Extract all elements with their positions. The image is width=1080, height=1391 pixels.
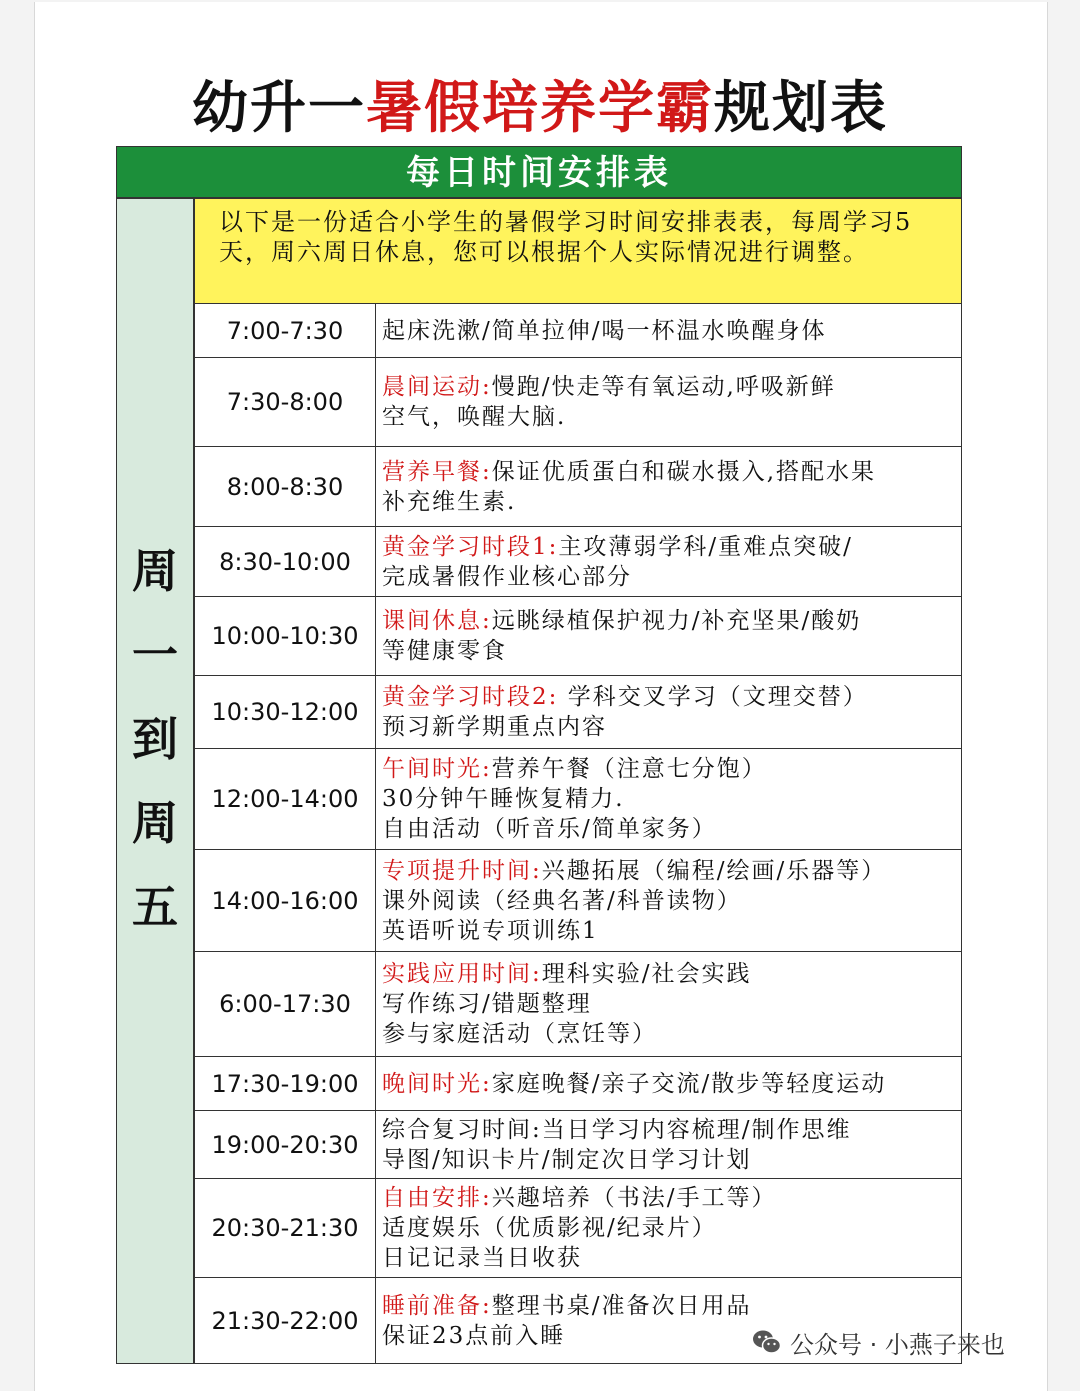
table-row	[194, 749, 962, 850]
activity-text: 课外阅读（经典名著/科普读物）	[382, 887, 742, 914]
activity-text: 等健康零食	[382, 638, 507, 664]
wechat-icon	[752, 1328, 782, 1356]
table-row	[194, 358, 962, 447]
table-row	[194, 1111, 962, 1179]
side-char: 五	[132, 880, 178, 934]
activity-line	[382, 754, 961, 784]
activity-text: 慢跑/快走等有氧运动,呼吸新鲜	[491, 374, 836, 400]
activity-highlight: 实践应用时间:	[382, 961, 542, 987]
activity-text: 适度娱乐（优质影视/纪录片）	[382, 1215, 717, 1241]
table-row	[194, 1057, 962, 1111]
activity-cell	[376, 676, 961, 748]
time-cell: 8:30-10:00	[195, 527, 376, 596]
activity-cell	[376, 527, 961, 596]
activity-line	[382, 1145, 961, 1175]
activity-line	[382, 989, 961, 1019]
activity-highlight: 黄金学习时段2:	[382, 684, 559, 710]
activity-highlight: 课间休息:	[382, 608, 492, 634]
table-row	[194, 850, 962, 952]
activity-cell	[376, 850, 961, 951]
side-char: 周	[132, 796, 178, 850]
activity-line	[382, 784, 961, 814]
table-row	[194, 952, 962, 1057]
activity-highlight: 晨间运动:	[382, 374, 492, 400]
activity-line	[382, 1069, 961, 1099]
activity-line	[382, 402, 961, 432]
time-cell: 14:00-16:00	[195, 850, 376, 951]
activity-text: 30分钟午睡恢复精力.	[382, 786, 625, 812]
table-row	[194, 447, 962, 527]
activity-highlight: 营养早餐:	[382, 458, 492, 485]
table-row	[194, 676, 962, 749]
activity-line	[382, 1291, 961, 1321]
activity-cell	[376, 358, 961, 446]
title-part-2: 暑假培养学霸	[366, 75, 714, 141]
activity-cell	[376, 1179, 961, 1277]
activity-line	[382, 712, 961, 742]
activity-line	[382, 532, 961, 562]
side-char: 周	[132, 544, 178, 598]
table-row	[194, 527, 962, 597]
activity-text: 保证23点前入睡	[382, 1322, 566, 1349]
time-cell: 7:30-8:00	[195, 358, 376, 446]
activity-highlight: 自由安排:	[382, 1185, 492, 1211]
activity-highlight: 晚间时光:	[382, 1070, 492, 1097]
activity-text: 空气，唤醒大脑.	[382, 404, 567, 430]
table-row	[194, 1179, 962, 1278]
page-title	[120, 72, 960, 144]
activity-cell	[376, 952, 961, 1056]
activity-text: 导图/知识卡片/制定次日学习计划	[382, 1146, 752, 1173]
activity-text: 日记记录当日收获	[382, 1245, 582, 1271]
activity-cell	[376, 597, 961, 675]
time-cell: 10:00-10:30	[195, 597, 376, 675]
activity-line	[382, 916, 961, 946]
activity-text: 整理书桌/准备次日用品	[491, 1292, 752, 1319]
activity-highlight: 专项提升时间:	[382, 857, 542, 884]
activity-text: 学科交叉学习（文理交替）	[558, 684, 868, 710]
watermark	[752, 1322, 1005, 1362]
activity-cell	[376, 1111, 961, 1178]
activity-line	[382, 1183, 961, 1213]
activity-text: 营养午餐（注意七分饱）	[491, 756, 767, 782]
activity-line	[382, 1019, 961, 1049]
time-cell: 21:30-22:00	[195, 1278, 376, 1363]
time-cell: 20:30-21:30	[195, 1179, 376, 1277]
side-char: 到	[132, 712, 178, 766]
activity-text: 兴趣培养（书法/手工等）	[491, 1185, 777, 1211]
activity-cell	[376, 1057, 961, 1110]
activity-line	[382, 682, 961, 712]
watermark-text: 公众号 · 小燕子来也	[790, 1330, 1005, 1359]
activity-line	[382, 487, 961, 517]
activity-text: 家庭晚餐/亲子交流/散步等轻度运动	[491, 1070, 887, 1097]
table-row	[194, 597, 962, 676]
activity-text: 远眺绿植保护视力/补充坚果/酸奶	[491, 608, 862, 634]
time-cell: 17:30-19:00	[195, 1057, 376, 1110]
activity-line	[382, 1243, 961, 1273]
activity-text: 保证优质蛋白和碳水摄入,搭配水果	[491, 458, 877, 485]
table-row	[194, 304, 962, 358]
time-cell: 10:30-12:00	[195, 676, 376, 748]
activity-highlight: 午间时光:	[382, 756, 492, 782]
activity-cell	[376, 447, 961, 526]
activity-cell	[376, 749, 961, 849]
activity-text: 自由活动（听音乐/简单家务）	[382, 816, 717, 842]
activity-highlight: 睡前准备:	[382, 1292, 492, 1319]
activity-line	[382, 636, 961, 666]
intro-note: 以下是一份适合小学生的暑假学习时间安排表表，每周学习5天，周六周日休息，您可以根据个人实际情况进行调整。	[194, 198, 962, 304]
activity-text: 理科实验/社会实践	[541, 961, 752, 987]
time-cell: 6:00-17:30	[195, 952, 376, 1056]
side-label	[117, 529, 193, 949]
activity-cell	[376, 304, 961, 357]
activity-line	[382, 562, 961, 592]
time-cell: 8:00-8:30	[195, 447, 376, 526]
side-char: 一	[132, 628, 178, 682]
time-cell: 12:00-14:00	[195, 749, 376, 849]
activity-line	[382, 372, 961, 402]
title-part-1: 幼升一	[192, 75, 366, 141]
activity-text: 预习新学期重点内容	[382, 714, 607, 740]
activity-text: 综合复习时间:当日学习内容梳理/制作思维	[382, 1116, 852, 1143]
activity-text: 兴趣拓展（编程/绘画/乐器等）	[541, 857, 887, 884]
schedule-subtitle: 每日时间安排表	[116, 146, 962, 198]
title-part-3: 规划表	[714, 75, 888, 141]
activity-text: 参与家庭活动（烹饪等）	[382, 1021, 657, 1047]
activity-text: 主攻薄弱学科/重难点突破/	[558, 533, 853, 560]
activity-line	[382, 457, 961, 487]
activity-text: 补充维生素.	[382, 488, 517, 515]
activity-line	[382, 856, 961, 886]
time-cell: 19:00-20:30	[195, 1111, 376, 1178]
activity-text: 完成暑假作业核心部分	[382, 563, 632, 590]
activity-line	[382, 1115, 961, 1145]
activity-line	[382, 814, 961, 844]
activity-text: 起床洗漱/简单拉伸/喝一杯温水唤醒身体	[382, 317, 827, 344]
side-column	[116, 198, 194, 1364]
activity-line	[382, 606, 961, 636]
activity-line	[382, 886, 961, 916]
activity-line	[382, 1213, 961, 1243]
activity-highlight: 黄金学习时段1:	[382, 533, 559, 560]
time-cell: 7:00-7:30	[195, 304, 376, 357]
activity-text: 写作练习/错题整理	[382, 991, 592, 1017]
activity-text: 英语听说专项训练1	[382, 917, 599, 944]
activity-line	[382, 959, 961, 989]
activity-line	[382, 316, 961, 346]
